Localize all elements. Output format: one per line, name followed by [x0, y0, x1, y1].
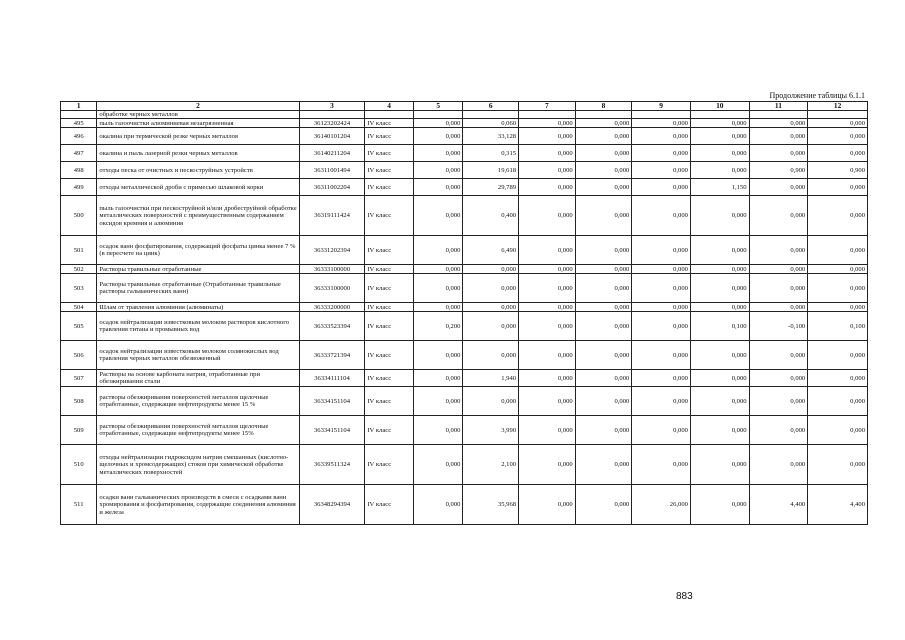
waste-name-cell: отходы металлической дроби с примесью шлаковой корки	[97, 179, 299, 196]
value-cell: 0,000	[519, 274, 576, 303]
value-cell: 0,000	[519, 387, 576, 416]
value-cell: 0,060	[463, 119, 519, 128]
value-cell	[690, 111, 749, 119]
value-cell: 0,000	[749, 274, 808, 303]
waste-table	[60, 101, 868, 525]
table-row	[61, 162, 868, 179]
value-cell: 0,000	[690, 274, 749, 303]
fkko-code-cell: 36123202424	[299, 119, 365, 128]
value-cell: 0,100	[808, 312, 868, 341]
value-cell: 0,000	[413, 196, 463, 236]
fkko-code-cell: 36334151104	[299, 387, 365, 416]
row-number-cell: 511	[61, 485, 97, 525]
value-cell: 0,000	[749, 265, 808, 274]
value-cell: 0,000	[575, 162, 632, 179]
fkko-code-cell: 36331202394	[299, 236, 365, 265]
row-number-cell: 505	[61, 312, 97, 341]
value-cell: 0,000	[808, 445, 868, 485]
hazard-class-cell: IV класс	[365, 162, 414, 179]
hazard-class-cell: IV класс	[365, 312, 414, 341]
hazard-class-cell: IV класс	[365, 416, 414, 445]
row-number-cell: 501	[61, 236, 97, 265]
value-cell: 0,000	[690, 162, 749, 179]
waste-name-cell: окалина и пыль лазерной резки черных металлов	[97, 145, 299, 162]
value-cell: 0,000	[749, 145, 808, 162]
hazard-class-cell: IV класс	[365, 196, 414, 236]
waste-name-cell: обработке черных металлов	[97, 111, 299, 119]
value-cell: 0,000	[749, 179, 808, 196]
value-cell: 0,000	[413, 485, 463, 525]
table-row	[61, 179, 868, 196]
value-cell: 0,000	[519, 485, 576, 525]
value-cell	[749, 111, 808, 119]
value-cell: 0,000	[413, 341, 463, 370]
value-cell: 0,000	[632, 303, 691, 312]
value-cell: 0,000	[808, 274, 868, 303]
value-cell: 0,000	[519, 162, 576, 179]
value-cell: 0,000	[575, 370, 632, 387]
hazard-class-cell: IV класс	[365, 128, 414, 145]
value-cell: 0,000	[575, 128, 632, 145]
fkko-code-cell: 36339511324	[299, 445, 365, 485]
value-cell: 0,000	[808, 341, 868, 370]
fkko-code-cell: 36140211204	[299, 145, 365, 162]
row-number-cell: 508	[61, 387, 97, 416]
value-cell: 0,000	[413, 416, 463, 445]
value-cell: 0,000	[690, 416, 749, 445]
waste-name-cell: осадок ванн фосфатирования, содержащий фосфаты цинка менее 7 % (в пересчете на цинк)	[97, 236, 299, 265]
value-cell: 0,000	[413, 179, 463, 196]
value-cell: 0,000	[463, 387, 519, 416]
value-cell: 0,000	[413, 387, 463, 416]
table-row	[61, 274, 868, 303]
value-cell: 0,000	[575, 416, 632, 445]
value-cell: 0,000	[632, 274, 691, 303]
waste-name-cell: отходы песка от очистных и пескоструйных устройств	[97, 162, 299, 179]
fkko-code-cell: 36311002204	[299, 179, 365, 196]
value-cell: 0,000	[519, 416, 576, 445]
value-cell: 0,000	[632, 341, 691, 370]
value-cell: 0,200	[413, 312, 463, 341]
value-cell	[575, 111, 632, 119]
value-cell: 0,000	[749, 370, 808, 387]
header-row	[61, 102, 868, 111]
value-cell: 0,000	[575, 445, 632, 485]
column-header: 12	[808, 102, 868, 111]
value-cell: 6,490	[463, 236, 519, 265]
value-cell: 0,000	[413, 119, 463, 128]
hazard-class-cell: IV класс	[365, 265, 414, 274]
row-number-cell: 507	[61, 370, 97, 387]
value-cell: 0,000	[808, 179, 868, 196]
table-row	[61, 370, 868, 387]
value-cell: 0,000	[690, 119, 749, 128]
row-number-cell: 506	[61, 341, 97, 370]
fkko-code-cell: 36333100000	[299, 265, 365, 274]
value-cell: 4,400	[808, 485, 868, 525]
hazard-class-cell: IV класс	[365, 179, 414, 196]
value-cell: 0,900	[749, 162, 808, 179]
table-row	[61, 387, 868, 416]
waste-name-cell: Растворы травильные отработанные	[97, 265, 299, 274]
value-cell: 0,000	[632, 312, 691, 341]
waste-name-cell: осадок нейтрализации известковым молоком солянокислых вод травления черных металлов обезвоженный	[97, 341, 299, 370]
value-cell: 0,000	[463, 274, 519, 303]
value-cell: 0,000	[808, 303, 868, 312]
value-cell: 0,000	[749, 416, 808, 445]
value-cell: 0,000	[808, 119, 868, 128]
value-cell: 0,000	[575, 387, 632, 416]
value-cell: 0,000	[632, 162, 691, 179]
table-row	[61, 303, 868, 312]
value-cell: 26,000	[632, 485, 691, 525]
value-cell: 0,000	[413, 370, 463, 387]
fkko-code-cell: 36333100000	[299, 274, 365, 303]
value-cell: 0,000	[519, 236, 576, 265]
value-cell: 0,000	[690, 236, 749, 265]
fkko-code-cell: 36348294394	[299, 485, 365, 525]
value-cell	[519, 111, 576, 119]
value-cell: 0,000	[413, 128, 463, 145]
value-cell: 0,000	[808, 145, 868, 162]
waste-name-cell: пыль газоочистки алюминиевая незагрязненная	[97, 119, 299, 128]
value-cell: 0,000	[413, 236, 463, 265]
value-cell: 0,000	[808, 416, 868, 445]
column-header: 6	[463, 102, 519, 111]
waste-name-cell: растворы обезжиривания поверхностей металлов щелочные отработанные, содержащие нефтепродукты менее 15 %	[97, 387, 299, 416]
row-number-cell: 500	[61, 196, 97, 236]
value-cell: 0,400	[463, 196, 519, 236]
value-cell: 0,000	[749, 387, 808, 416]
waste-name-cell: Шлам от травления алюминия (алюминаты)	[97, 303, 299, 312]
value-cell: 0,000	[749, 128, 808, 145]
waste-name-cell: осадки ванн гальванических производств в смеси с осадками ванн хромирования и фосфатирования, содержащие соединения алюминия и железа	[97, 485, 299, 525]
table-body	[61, 111, 868, 525]
value-cell	[463, 111, 519, 119]
value-cell: 0,000	[632, 179, 691, 196]
value-cell: 0,000	[575, 179, 632, 196]
value-cell: 0,000	[575, 265, 632, 274]
column-header: 5	[413, 102, 463, 111]
column-header: 9	[632, 102, 691, 111]
value-cell: 0,000	[632, 119, 691, 128]
value-cell	[632, 111, 691, 119]
value-cell: 0,000	[808, 236, 868, 265]
value-cell: 0,000	[575, 485, 632, 525]
fkko-code-cell: 36334151104	[299, 416, 365, 445]
fkko-code-cell: 36311001494	[299, 162, 365, 179]
value-cell: 0,000	[519, 445, 576, 485]
table-row	[61, 341, 868, 370]
value-cell: 0,000	[463, 341, 519, 370]
value-cell: 0,000	[519, 265, 576, 274]
row-number-cell: 510	[61, 445, 97, 485]
value-cell: 0,000	[519, 370, 576, 387]
value-cell: 0,000	[413, 265, 463, 274]
value-cell: 0,000	[575, 303, 632, 312]
hazard-class-cell	[365, 111, 414, 119]
value-cell: 0,000	[690, 370, 749, 387]
waste-name-cell: Растворы на основе карбоната натрия, отработанные при обезжиривании стали	[97, 370, 299, 387]
value-cell: 3,990	[463, 416, 519, 445]
table-row	[61, 445, 868, 485]
row-number-cell: 504	[61, 303, 97, 312]
value-cell: 1,940	[463, 370, 519, 387]
column-header: 10	[690, 102, 749, 111]
fkko-code-cell: 36333200000	[299, 303, 365, 312]
waste-name-cell: Растворы травильные отработанные (Отработанные травильные растворы гальванических ванн)	[97, 274, 299, 303]
value-cell: 0,000	[413, 274, 463, 303]
page-number: 883	[676, 591, 693, 602]
hazard-class-cell: IV класс	[365, 387, 414, 416]
column-header: 1	[61, 102, 97, 111]
table-row	[61, 145, 868, 162]
value-cell: 0,000	[463, 312, 519, 341]
value-cell: 0,000	[632, 265, 691, 274]
row-number-cell: 503	[61, 274, 97, 303]
row-number-cell: 502	[61, 265, 97, 274]
continuation-label: Продолжение таблицы 6.1.1	[769, 91, 865, 100]
value-cell: 2,100	[463, 445, 519, 485]
value-cell: 0,000	[519, 145, 576, 162]
value-cell: 0,000	[575, 196, 632, 236]
row-number-cell: 497	[61, 145, 97, 162]
value-cell: 0,000	[690, 128, 749, 145]
value-cell: 0,315	[463, 145, 519, 162]
value-cell: 0,000	[808, 265, 868, 274]
value-cell: 0,000	[749, 236, 808, 265]
value-cell: 0,000	[749, 196, 808, 236]
hazard-class-cell: IV класс	[365, 303, 414, 312]
row-number-cell: 499	[61, 179, 97, 196]
value-cell: 0,000	[413, 162, 463, 179]
value-cell: 29,789	[463, 179, 519, 196]
value-cell: 0,000	[690, 265, 749, 274]
row-number-cell: 509	[61, 416, 97, 445]
value-cell: 0,000	[690, 145, 749, 162]
value-cell: 0,000	[808, 196, 868, 236]
value-cell: 0,000	[575, 119, 632, 128]
value-cell: 0,000	[519, 119, 576, 128]
value-cell: 0,000	[519, 196, 576, 236]
table-row	[61, 236, 868, 265]
table-row	[61, 196, 868, 236]
value-cell: 0,000	[749, 445, 808, 485]
value-cell: 0,000	[690, 303, 749, 312]
hazard-class-cell: IV класс	[365, 370, 414, 387]
value-cell: 0,000	[690, 445, 749, 485]
row-number-cell: 496	[61, 128, 97, 145]
value-cell: 0,000	[575, 236, 632, 265]
column-header: 2	[97, 102, 299, 111]
value-cell: 33,128	[463, 128, 519, 145]
value-cell: 0,000	[808, 387, 868, 416]
row-number-cell: 498	[61, 162, 97, 179]
value-cell: 0,900	[808, 162, 868, 179]
hazard-class-cell: IV класс	[365, 119, 414, 128]
hazard-class-cell: IV класс	[365, 145, 414, 162]
value-cell: 0,000	[575, 274, 632, 303]
fkko-code-cell: 36334111104	[299, 370, 365, 387]
value-cell: 35,968	[463, 485, 519, 525]
value-cell: 0,000	[575, 341, 632, 370]
waste-name-cell: растворы обезжиривания поверхностей металлов щелочные отработанные, содержащие нефтепродукты менее 15%	[97, 416, 299, 445]
value-cell: 0,000	[632, 387, 691, 416]
value-cell: 0,000	[632, 196, 691, 236]
value-cell: 0,000	[519, 303, 576, 312]
fkko-code-cell: 36140101204	[299, 128, 365, 145]
waste-name-cell: пыль газоочистки при пескоструйной и/или дробеструйной обработке металлических поверхностей с преимущественным содержанием оксидов кремния и алюминия	[97, 196, 299, 236]
hazard-class-cell: IV класс	[365, 236, 414, 265]
value-cell: 0,000	[519, 312, 576, 341]
hazard-class-cell: IV класс	[365, 485, 414, 525]
value-cell: 0,000	[808, 370, 868, 387]
hazard-class-cell: IV класс	[365, 274, 414, 303]
value-cell: 0,000	[632, 236, 691, 265]
value-cell: 0,000	[519, 341, 576, 370]
column-header: 7	[519, 102, 576, 111]
value-cell: 0,000	[749, 341, 808, 370]
value-cell: 0,000	[519, 128, 576, 145]
value-cell: 0,000	[808, 128, 868, 145]
value-cell: 0,000	[519, 179, 576, 196]
value-cell: 0,000	[575, 312, 632, 341]
waste-name-cell: осадок нейтрализации известковым молоком растворов кислотного травления титана и промывных вод	[97, 312, 299, 341]
fkko-code-cell	[299, 111, 365, 119]
value-cell: 0,000	[632, 370, 691, 387]
value-cell: 0,000	[463, 265, 519, 274]
table-row	[61, 485, 868, 525]
table-row	[61, 312, 868, 341]
value-cell: 0,000	[749, 303, 808, 312]
fkko-code-cell: 36333523394	[299, 312, 365, 341]
value-cell: 0,000	[690, 196, 749, 236]
row-number-cell	[61, 111, 97, 119]
value-cell: 0,000	[413, 145, 463, 162]
fkko-code-cell: 36333721394	[299, 341, 365, 370]
value-cell: 0,000	[690, 485, 749, 525]
value-cell: -0,100	[749, 312, 808, 341]
hazard-class-cell: IV класс	[365, 341, 414, 370]
table-row	[61, 111, 868, 119]
value-cell: 0,000	[690, 341, 749, 370]
value-cell	[413, 111, 463, 119]
row-number-cell: 495	[61, 119, 97, 128]
column-header: 3	[299, 102, 365, 111]
value-cell: 0,000	[632, 145, 691, 162]
table-row	[61, 119, 868, 128]
value-cell: 0,000	[632, 128, 691, 145]
value-cell: 4,400	[749, 485, 808, 525]
waste-name-cell: отходы нейтрализации гидроксидом натрия смешанных (кислотно- щелочных и хромсодержащих) стоков при химической обработке металлических поверхностей	[97, 445, 299, 485]
value-cell: 0,000	[413, 445, 463, 485]
table-row	[61, 265, 868, 274]
hazard-class-cell: IV класс	[365, 445, 414, 485]
value-cell: 0,000	[463, 303, 519, 312]
waste-name-cell: окалина при термической резке черных металлов	[97, 128, 299, 145]
column-header: 11	[749, 102, 808, 111]
value-cell: 0,000	[413, 303, 463, 312]
value-cell: 0,000	[690, 387, 749, 416]
table-row	[61, 416, 868, 445]
value-cell: 0,000	[749, 119, 808, 128]
table-row	[61, 128, 868, 145]
value-cell: 1,150	[690, 179, 749, 196]
value-cell: 0,000	[632, 416, 691, 445]
column-header: 4	[365, 102, 414, 111]
column-header: 8	[575, 102, 632, 111]
value-cell: 0,000	[575, 145, 632, 162]
fkko-code-cell: 36319111424	[299, 196, 365, 236]
value-cell	[808, 111, 868, 119]
value-cell: 19,618	[463, 162, 519, 179]
value-cell: 0,100	[690, 312, 749, 341]
value-cell: 0,000	[632, 445, 691, 485]
